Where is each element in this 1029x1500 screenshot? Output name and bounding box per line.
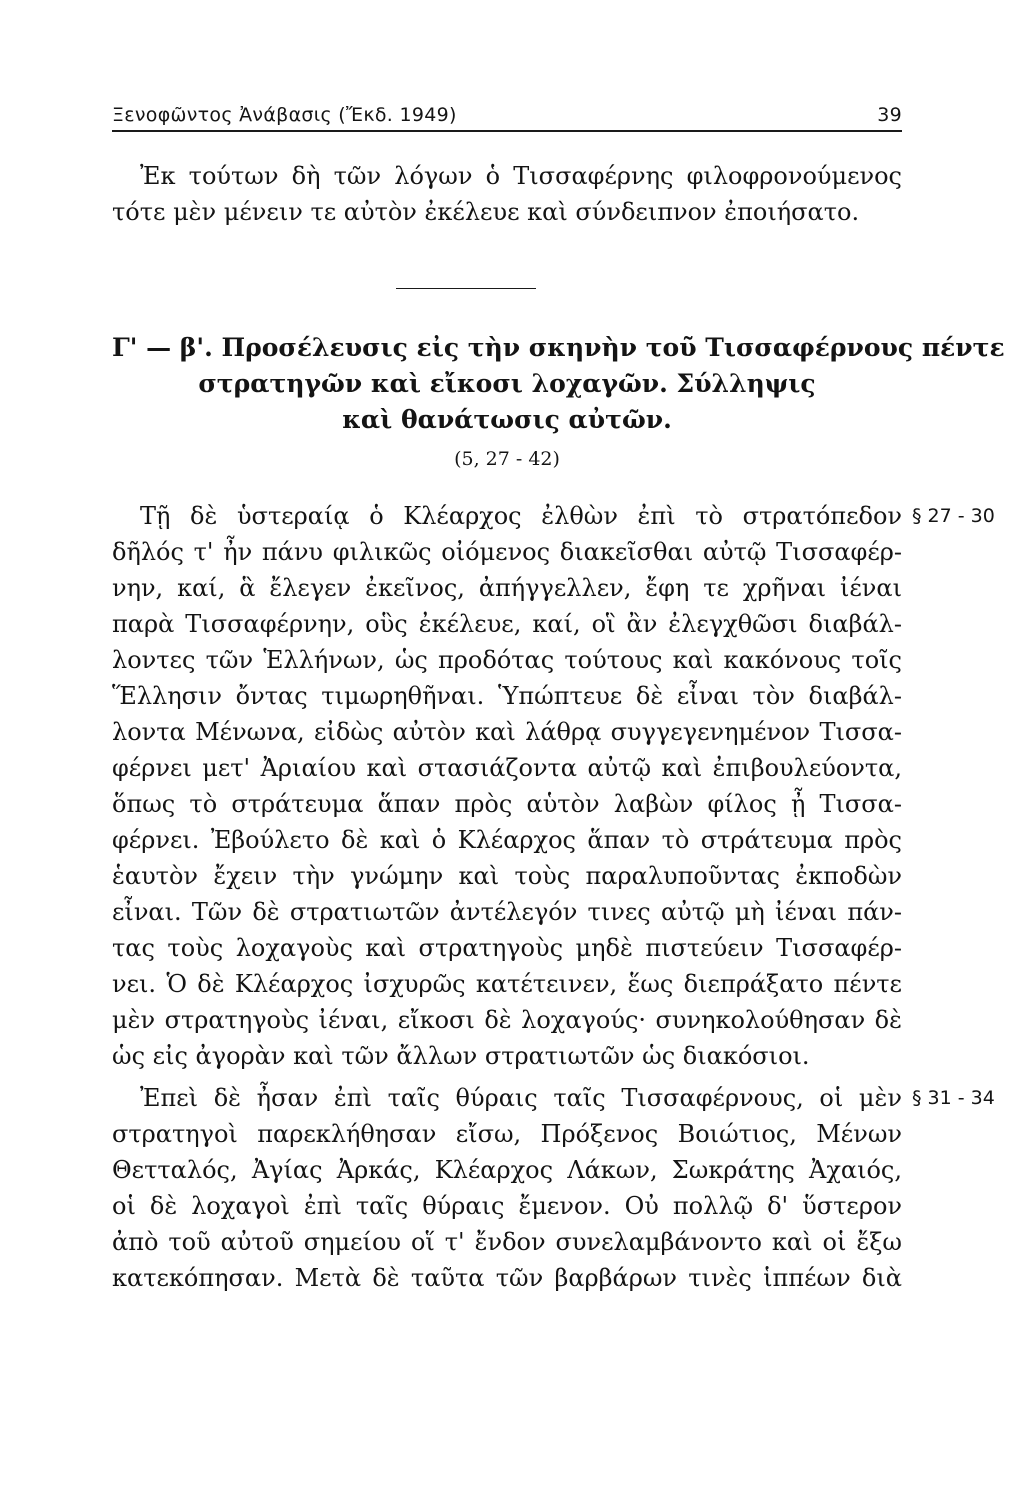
paragraph-line: φέρνει μετ' Ἀριαίου καὶ στασιάζοντα αὐτῷ καὶ ἐπιβουλεύοντα, <box>112 754 902 782</box>
paragraph-line: ἑαυτὸν ἔχειν τὴν γνώμην καὶ τοὺς παραλυποῦντας ἐκποδὼν <box>112 862 902 890</box>
running-header <box>112 98 902 130</box>
paragraph-line: παρὰ Τισσαφέρνην, οὓς ἐκέλευε, καί, οἳ ἂν ἐλεγχθῶσι διαβάλ- <box>112 610 902 638</box>
marginal-reference: § 31 - 34 <box>912 1087 995 1109</box>
paragraph-line: Τῇ δὲ ὑστεραίᾳ ὁ Κλέαρχος ἐλθὼν ἐπὶ τὸ στρατόπεδον <box>140 502 902 530</box>
page-number: 39 <box>877 104 902 126</box>
paragraph-line: λοντα Μένωνα, εἰδὼς αὐτὸν καὶ λάθρᾳ συγγεγενημένον Τισσα- <box>112 718 902 746</box>
intro-line: Ἐκ τούτων δὴ τῶν λόγων ὁ Τισσαφέρνης φιλοφρονούμενος <box>140 162 902 190</box>
paragraph-line: ὡς εἰς ἀγορὰν καὶ τῶν ἄλλων στρατιωτῶν ὡς διακόσιοι. <box>112 1042 810 1070</box>
paragraph-line: στρατηγοὶ παρεκλήθησαν εἴσω, Πρόξενος Βοιώτιος, Μένων <box>112 1120 902 1148</box>
book-title: Ξενοφῶντος Ἀνάβασις (Ἔκδ. 1949) <box>112 104 457 126</box>
paragraph-line: τας τοὺς λοχαγοὺς καὶ στρατηγοὺς μηδὲ πιστεύειν Τισσαφέρ- <box>112 934 902 962</box>
paragraph-line: λοντες τῶν Ἑλλήνων, ὡς προδότας τούτους καὶ κακόνους τοῖς <box>112 646 902 674</box>
paragraph-line: ἀπὸ τοῦ αὐτοῦ σημείου οἵ τ' ἔνδον συνελαμβάνοντο καὶ οἱ ἔξω <box>112 1228 902 1256</box>
section-divider <box>396 288 536 289</box>
intro-line: τότε μὲν μένειν τε αὐτὸν ἐκέλευε καὶ σύνδειπνον ἐποιήσατο. <box>112 198 860 226</box>
paragraph-line: ὅπως τὸ στράτευμα ἅπαν πρὸς αὑτὸν λαβὼν φίλος ᾖ Τισσα- <box>112 790 902 818</box>
paragraph-line: δῆλός τ' ἦν πάνυ φιλικῶς οἰόμενος διακεῖσθαι αὐτῷ Τισσαφέρ- <box>112 538 902 566</box>
paragraph-line: οἱ δὲ λοχαγοὶ ἐπὶ ταῖς θύραις ἔμενον. Οὐ πολλῷ δ' ὕστερον <box>112 1192 902 1220</box>
paragraph-line: Ἐπεὶ δὲ ἦσαν ἐπὶ ταῖς θύραις ταῖς Τισσαφέρνους, οἱ μὲν <box>140 1084 902 1112</box>
paragraph-line: νην, καί, ἃ ἔλεγεν ἐκεῖνος, ἀπήγγελλεν, ἔφη τε χρῆναι ἰέναι <box>112 574 902 602</box>
paragraph-line: κατεκόπησαν. Μετὰ δὲ ταῦτα τῶν βαρβάρων τινὲς ἱππέων διὰ <box>112 1264 902 1292</box>
section-heading-line: στρατηγῶν καὶ εἴκοσι λοχαγῶν. Σύλληψις <box>198 369 816 398</box>
paragraph-line: μὲν στρατηγοὺς ἰέναι, εἴκοσι δὲ λοχαγούς· συνηκολούθησαν δὲ <box>112 1006 902 1034</box>
paragraph-line: Θετταλός, Ἀγίας Ἀρκάς, Κλέαρχος Λάκων, Σωκράτης Ἀχαιός, <box>112 1156 902 1184</box>
paragraph-line: Ἕλλησιν ὄντας τιμωρηθῆναι. Ὑπώπτευε δὲ εἶναι τὸν διαβάλ- <box>112 682 902 710</box>
paragraph-line: φέρνει. Ἐβούλετο δὲ καὶ ὁ Κλέαρχος ἅπαν τὸ στράτευμα πρὸς <box>112 826 902 854</box>
header-rule <box>112 130 902 132</box>
marginal-reference: § 27 - 30 <box>912 505 995 527</box>
section-heading-line: καὶ θανάτωσις αὐτῶν. <box>342 405 672 434</box>
section-heading-line: Γ' — β'. Προσέλευσις εἰς τὴν σκηνὴν τοῦ Τισσαφέρνους πέντε <box>112 333 1005 362</box>
section-reference: (5, 27 - 42) <box>454 448 560 470</box>
paragraph-line: εἶναι. Τῶν δὲ στρατιωτῶν ἀντέλεγόν τινες αὐτῷ μὴ ἰέναι πάν- <box>112 898 902 926</box>
paragraph-line: νει. Ὁ δὲ Κλέαρχος ἰσχυρῶς κατέτεινεν, ἕως διεπράξατο πέντε <box>112 970 902 998</box>
